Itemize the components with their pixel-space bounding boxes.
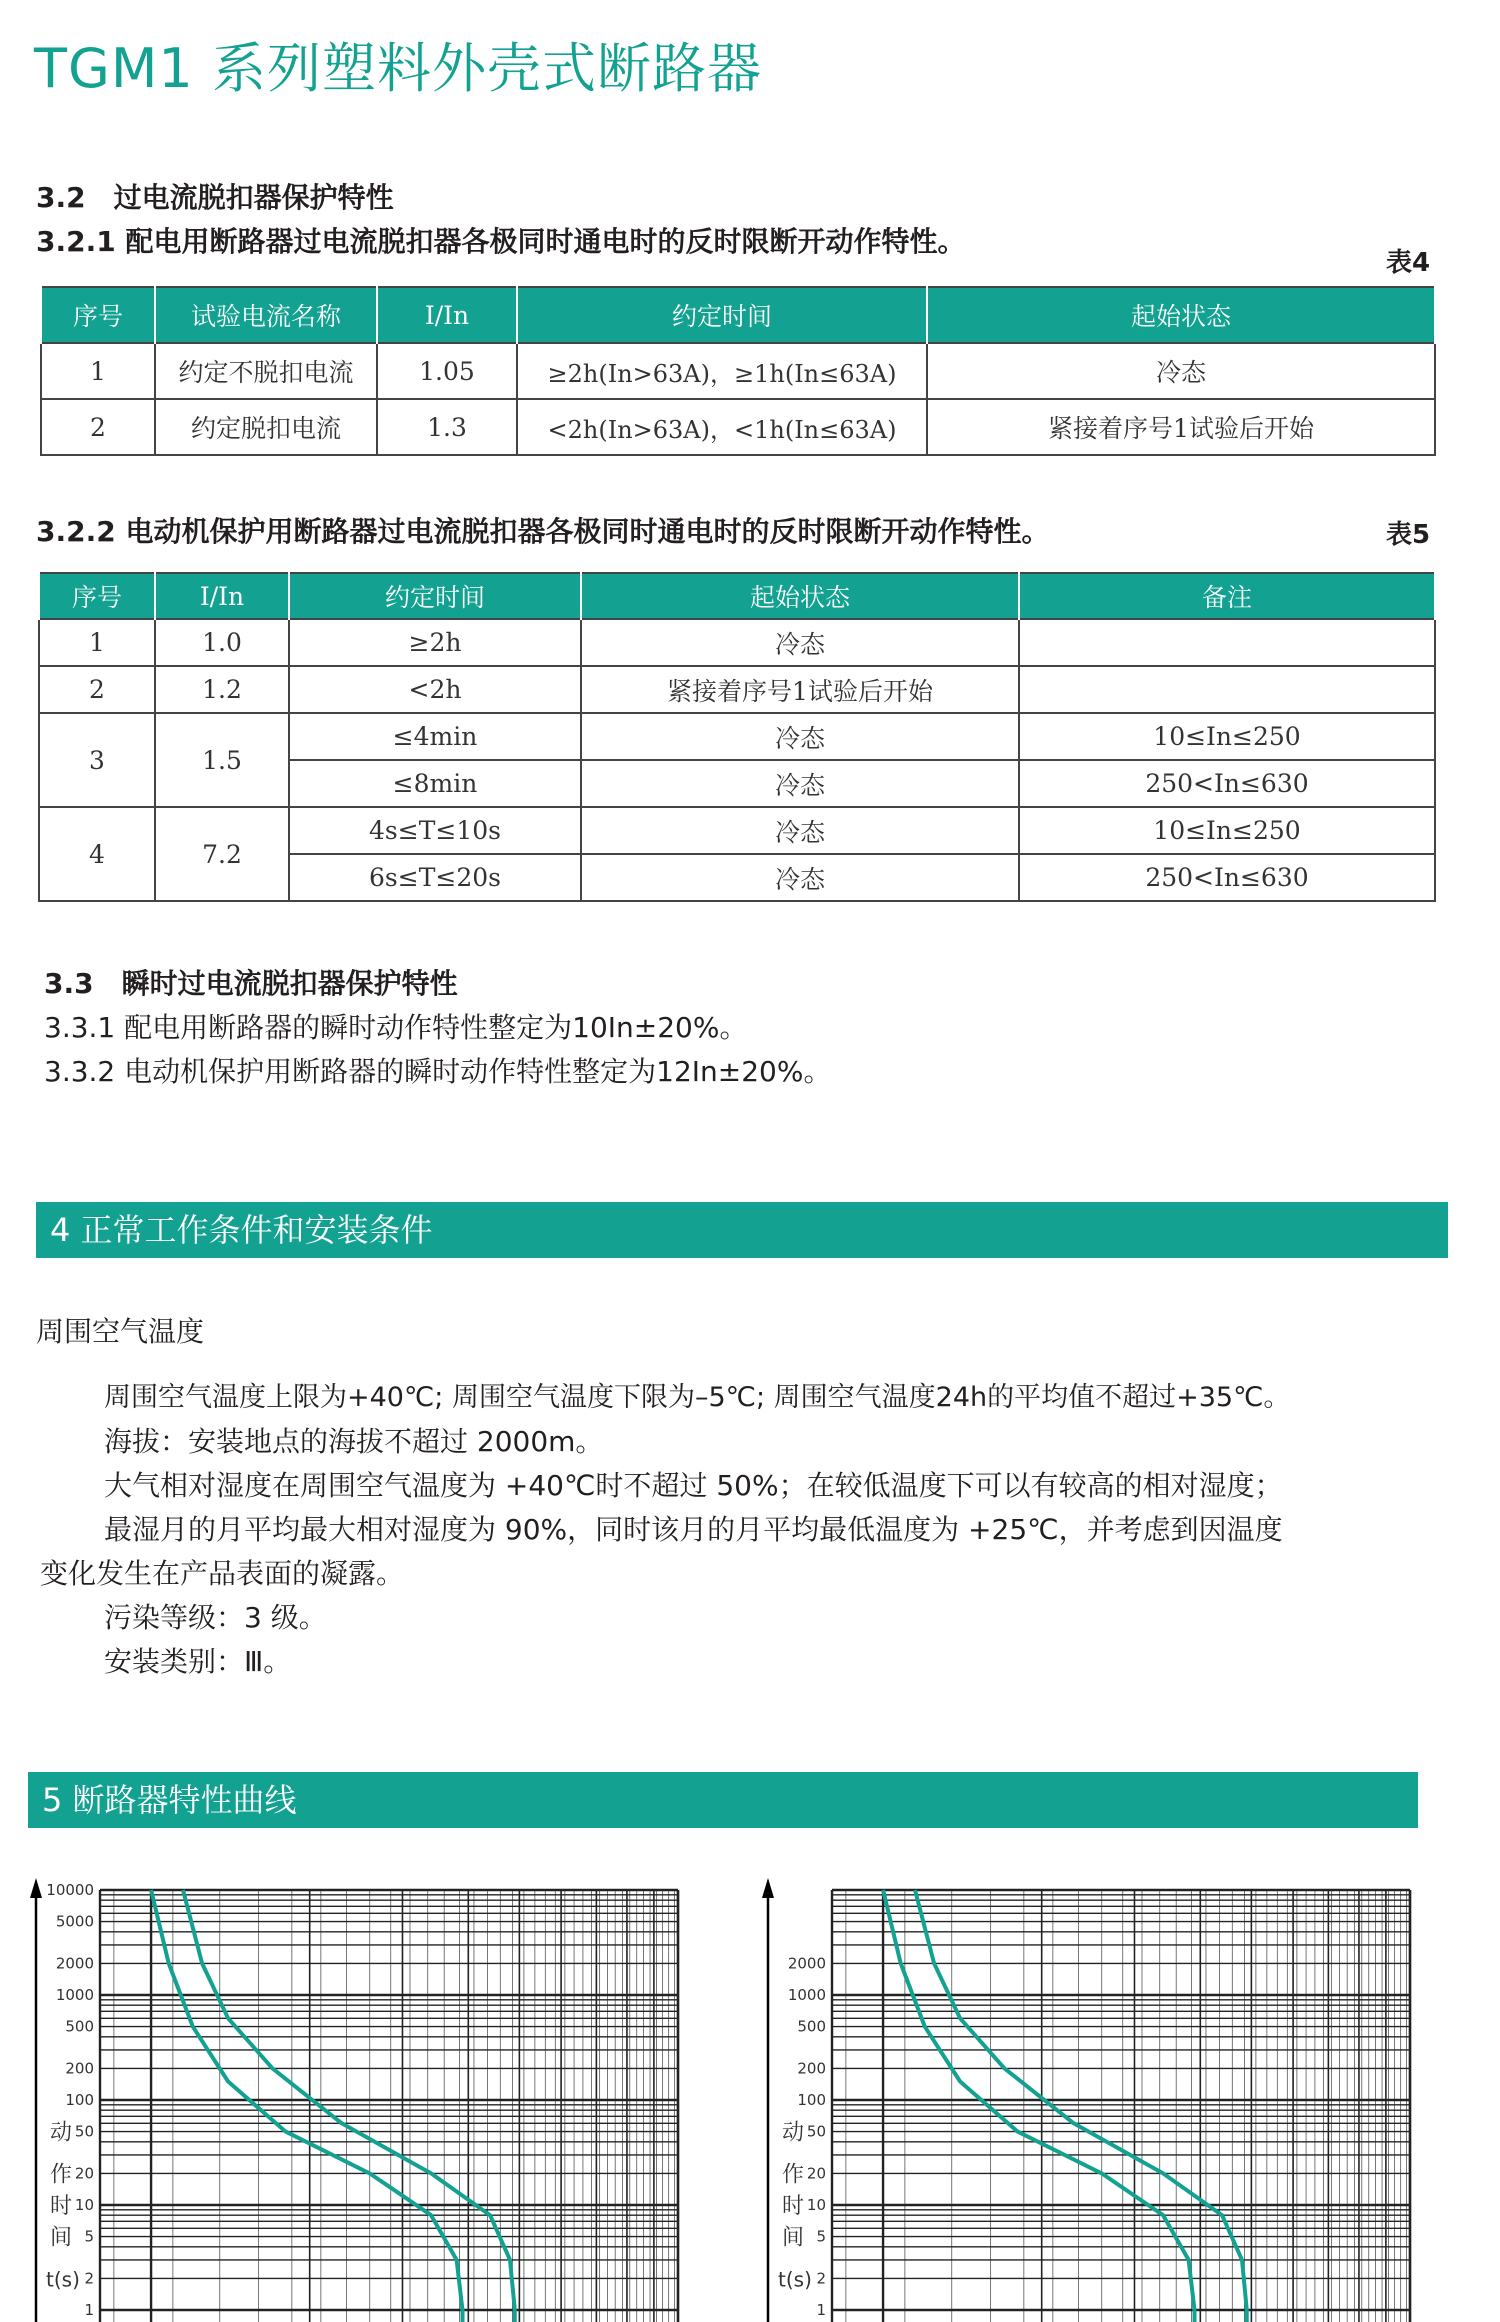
- table-cell: 紧接着序号1试验后开始: [581, 666, 1019, 713]
- y-tick-label: 1: [816, 2301, 826, 2319]
- table-cell: 1.3: [377, 399, 517, 455]
- section-4-subheading: 周围空气温度: [36, 1315, 205, 1348]
- y-axis-label: 间: [782, 2225, 805, 2251]
- table-row: [39, 713, 1435, 760]
- section-3-2-1-heading: 3.2.1 配电用断路器过电流脱扣器各极同时通电时的反时限断开动作特性。: [36, 225, 966, 258]
- table-cell: 2: [39, 666, 155, 713]
- para-wettest-month: 最湿月的月平均最大相对湿度为 90%，同时该月的月平均最低温度为 +25℃，并考虑到因温度: [104, 1513, 1283, 1546]
- y-tick-label: 100: [797, 2091, 826, 2109]
- table-cell: 1: [39, 619, 155, 666]
- y-axis-arrow: [762, 1878, 774, 1898]
- y-tick-label: 5000: [55, 1912, 94, 1931]
- table-cell: ≤8min: [289, 760, 581, 807]
- y-tick-label: 2: [84, 2269, 94, 2288]
- y-tick-label: 10000: [46, 1881, 94, 1899]
- para-condensation: 变化发生在产品表面的凝露。: [40, 1557, 405, 1590]
- y-tick-label: 50: [806, 2122, 826, 2141]
- y-axis-label: 动: [782, 2120, 805, 2146]
- section-3-3-heading: 3.3 瞬时过电流脱扣器保护特性: [44, 967, 458, 1000]
- y-tick-label: 50: [74, 2122, 94, 2141]
- para-humidity: 大气相对湿度在周围空气温度为 +40℃时不超过 50%；在较低温度下可以有较高的相对湿度；: [104, 1469, 1283, 1502]
- y-axis-label: 作: [782, 2162, 805, 2188]
- table-header-row: [41, 287, 1435, 343]
- table-cell: [1019, 619, 1435, 666]
- y-axis-label: t(s): [46, 2267, 80, 2292]
- table4-label: 表4: [1386, 248, 1431, 278]
- table-cell: 3: [39, 713, 155, 807]
- characteristic-chart-left: [28, 1870, 708, 2322]
- table-cell: 冷态: [581, 619, 1019, 666]
- y-tick-label: 2000: [787, 1954, 826, 1973]
- section-3-3-2-text: 3.3.2 电动机保护用断路器的瞬时动作特性整定为12In±20%。: [44, 1055, 832, 1088]
- table-cell: 7.2: [155, 807, 289, 901]
- col-header: 起始状态: [581, 573, 1019, 619]
- section-3-3-1-text: 3.3.1 配电用断路器的瞬时动作特性整定为10In±20%。: [44, 1011, 748, 1044]
- table-cell: 10≤In≤250: [1019, 713, 1435, 760]
- y-tick-label: 10: [74, 2196, 94, 2214]
- table-cell: [1019, 666, 1435, 713]
- col-header: 约定时间: [517, 287, 927, 343]
- table-cell: ≤4min: [289, 713, 581, 760]
- table-cell: 1.05: [377, 343, 517, 399]
- characteristic-chart-right: [760, 1870, 1440, 2322]
- table-cell: 1.0: [155, 619, 289, 666]
- table-cell: ≥2h(In>63A)，≥1h(In≤63A): [517, 343, 927, 399]
- y-tick-label: 1: [84, 2301, 94, 2319]
- table-cell: 冷态: [927, 343, 1435, 399]
- table-cell: 约定脱扣电流: [155, 399, 377, 455]
- col-header: I/In: [155, 573, 289, 619]
- table-cell: ≥2h: [289, 619, 581, 666]
- table-row: [39, 619, 1435, 666]
- para-install-category: 安装类别：Ⅲ。: [104, 1645, 292, 1678]
- table-cell: 紧接着序号1试验后开始: [927, 399, 1435, 455]
- table-5: [38, 572, 1436, 902]
- table-cell: 250<In≤630: [1019, 760, 1435, 807]
- y-axis-label: t(s): [778, 2267, 812, 2292]
- col-header: 起始状态: [927, 287, 1435, 343]
- y-tick-label: 5: [816, 2227, 826, 2246]
- para-pollution: 污染等级：3 级。: [104, 1601, 327, 1634]
- table-cell: 1.5: [155, 713, 289, 807]
- section-3-2-heading: 3.2 过电流脱扣器保护特性: [36, 181, 394, 214]
- section-4-band: 4 正常工作条件和安装条件: [36, 1202, 1448, 1258]
- y-axis-arrow: [30, 1878, 42, 1898]
- y-tick-label: 200: [65, 2059, 94, 2078]
- table-row: [41, 343, 1435, 399]
- table-header-row: [39, 573, 1435, 619]
- table-cell: 冷态: [581, 713, 1019, 760]
- table-cell: 4: [39, 807, 155, 901]
- table-cell: 10≤In≤250: [1019, 807, 1435, 854]
- col-header: 约定时间: [289, 573, 581, 619]
- table-row: [39, 666, 1435, 713]
- table5-label: 表5: [1386, 520, 1431, 550]
- section-4-body: [40, 1376, 1464, 1684]
- section-5-band: 5 断路器特性曲线: [28, 1772, 1418, 1828]
- section-3-2-2-heading: 3.2.2 电动机保护用断路器过电流脱扣器各极同时通电时的反时限断开动作特性。: [36, 515, 1050, 548]
- para-altitude: 海拔：安装地点的海拔不超过 2000m。: [104, 1425, 604, 1458]
- page-title: TGM1 系列塑料外壳式断路器: [34, 37, 762, 100]
- y-axis-label: 作: [50, 2162, 73, 2188]
- table-cell: 1.2: [155, 666, 289, 713]
- y-tick-label: 500: [65, 2017, 94, 2036]
- y-tick-label: 2: [816, 2269, 826, 2288]
- table-cell: 冷态: [581, 854, 1019, 901]
- y-tick-label: 500: [797, 2017, 826, 2036]
- table-cell: <2h(In>63A)，<1h(In≤63A): [517, 399, 927, 455]
- table-cell: 约定不脱扣电流: [155, 343, 377, 399]
- table-cell: 冷态: [581, 760, 1019, 807]
- y-axis-label: 时: [782, 2194, 805, 2219]
- y-tick-label: 100: [65, 2091, 94, 2109]
- table-cell: 冷态: [581, 807, 1019, 854]
- table-cell: 6s≤T≤20s: [289, 854, 581, 901]
- para-temperature: 周围空气温度上限为+40℃; 周围空气温度下限为–5℃; 周围空气温度24h的平均值不超过+35℃。: [104, 1382, 1291, 1413]
- table-cell: <2h: [289, 666, 581, 713]
- col-header: 序号: [41, 287, 155, 343]
- col-header: I/In: [377, 287, 517, 343]
- y-axis-label: 间: [50, 2225, 73, 2251]
- table-row: [41, 399, 1435, 455]
- y-tick-label: 5: [84, 2227, 94, 2246]
- y-tick-label: 20: [74, 2164, 94, 2183]
- y-tick-label: 2000: [55, 1954, 94, 1973]
- table-cell: 1: [41, 343, 155, 399]
- col-header: 序号: [39, 573, 155, 619]
- col-header: 试验电流名称: [155, 287, 377, 343]
- y-axis-label: 时: [50, 2194, 73, 2219]
- y-tick-label: 200: [797, 2059, 826, 2078]
- table-4: [40, 286, 1436, 456]
- table-cell: 4s≤T≤10s: [289, 807, 581, 854]
- table-cell: 2: [41, 399, 155, 455]
- y-tick-label: 10: [806, 2196, 826, 2214]
- y-tick-label: 20: [806, 2164, 826, 2183]
- y-tick-label: 1000: [55, 1986, 94, 2004]
- y-tick-label: 1000: [787, 1986, 826, 2004]
- table-cell: 250<In≤630: [1019, 854, 1435, 901]
- table-row: [39, 807, 1435, 854]
- col-header: 备注: [1019, 573, 1435, 619]
- y-axis-label: 动: [50, 2120, 73, 2146]
